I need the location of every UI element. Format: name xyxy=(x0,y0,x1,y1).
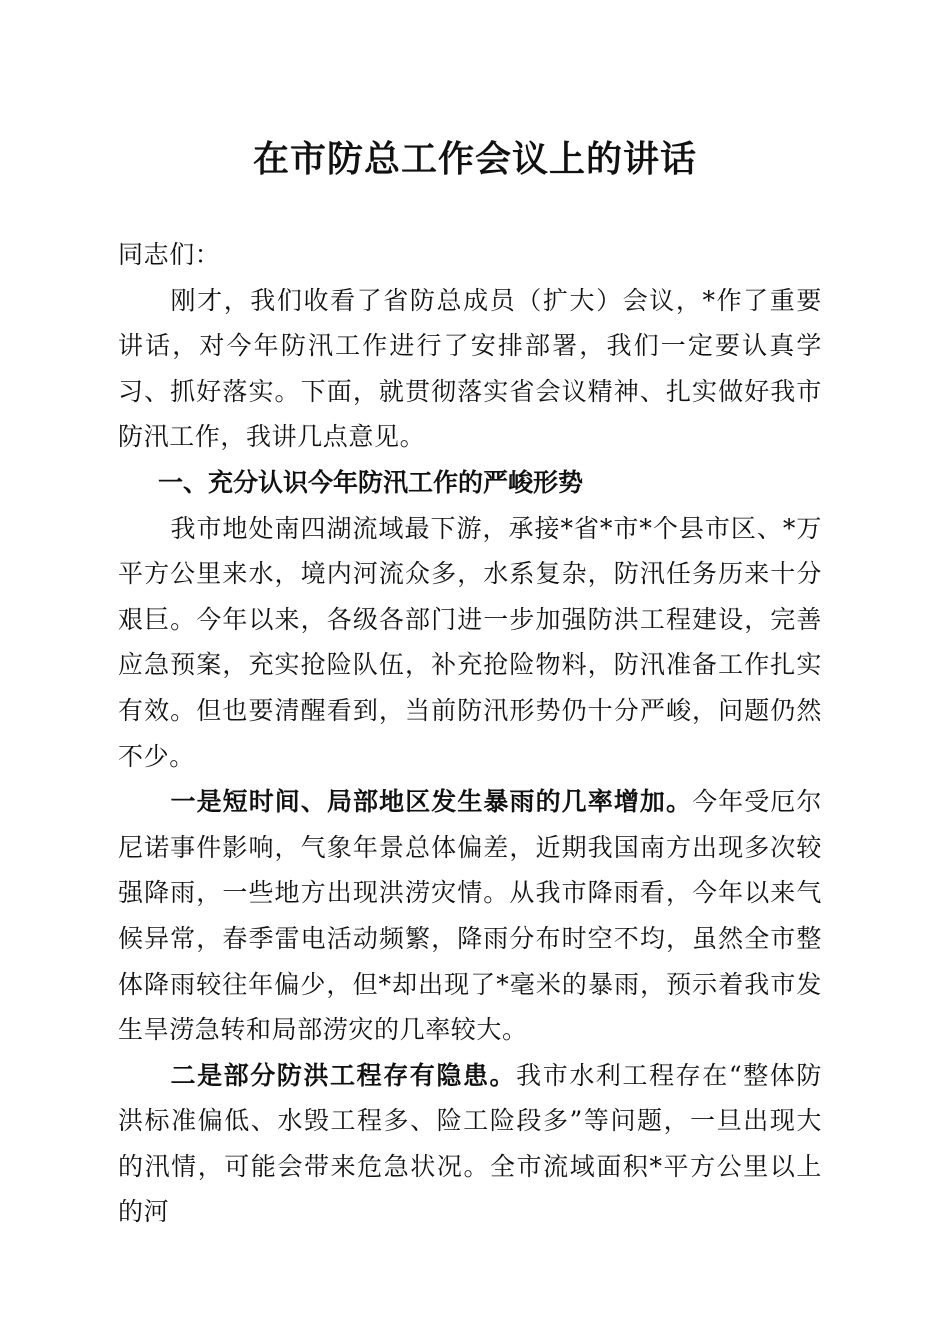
document-title: 在市防总工作会议上的讲话 xyxy=(252,138,697,180)
point1-text: 今年受厄尔尼诺事件影响，气象年景总体偏差，近期我国南方出现多次较强降雨，一些地方出现洪涝灾情。从我市降雨看，今年以来气候异常，春季雷电活动频繁，降雨分布时空不均，虽然全市整体降雨较往年偏少，但*却出现了*毫米的暴雨，预示着我市发生旱涝急转和局部涝灾的几率较大。 xyxy=(118,787,822,1045)
point2-lead: 二是部分防洪工程存有隐患。 xyxy=(170,1060,517,1090)
point1-lead: 一是短时间、局部地区发生暴雨的几率增加。 xyxy=(170,787,693,817)
section-heading-1: 一、充分认识今年防汛工作的严峻形势 xyxy=(158,467,584,497)
section1-paragraph: 我市地处南四湖流域最下游，承接*省*市*个县市区、*万平方公里来水，境内河流众多，水系复杂，防汛任务历来十分艰巨。今年以来，各级各部门进一步加强防洪工程建设，完善应急预案，充实抢险队伍，补充抢险物料，防汛准备工作扎实有效。但也要清醒看到，当前防汛形势仍十分严峻，问题仍然不少。 xyxy=(118,513,822,771)
point2-text: 我市水利工程存在“整体防洪标准偏低、水毁工程多、险工险段多”等问题，一旦出现大的汛情，可能会带来危急状况。全市流域面积*平方公里以上的河 xyxy=(118,1060,822,1227)
intro-paragraph: 刚才，我们收看了省防总成员（扩大）会议，*作了重要讲话，对今年防汛工作进行了安排部署，我们一定要认真学习、抓好落实。下面，就贯彻落实省会议精神、扎实做好我市防汛工作，我讲几点意见。 xyxy=(118,285,822,452)
point2-paragraph xyxy=(118,1053,822,1235)
salutation: 同志们： xyxy=(118,240,221,269)
point1-paragraph xyxy=(118,779,822,1053)
document-body xyxy=(118,232,822,1235)
